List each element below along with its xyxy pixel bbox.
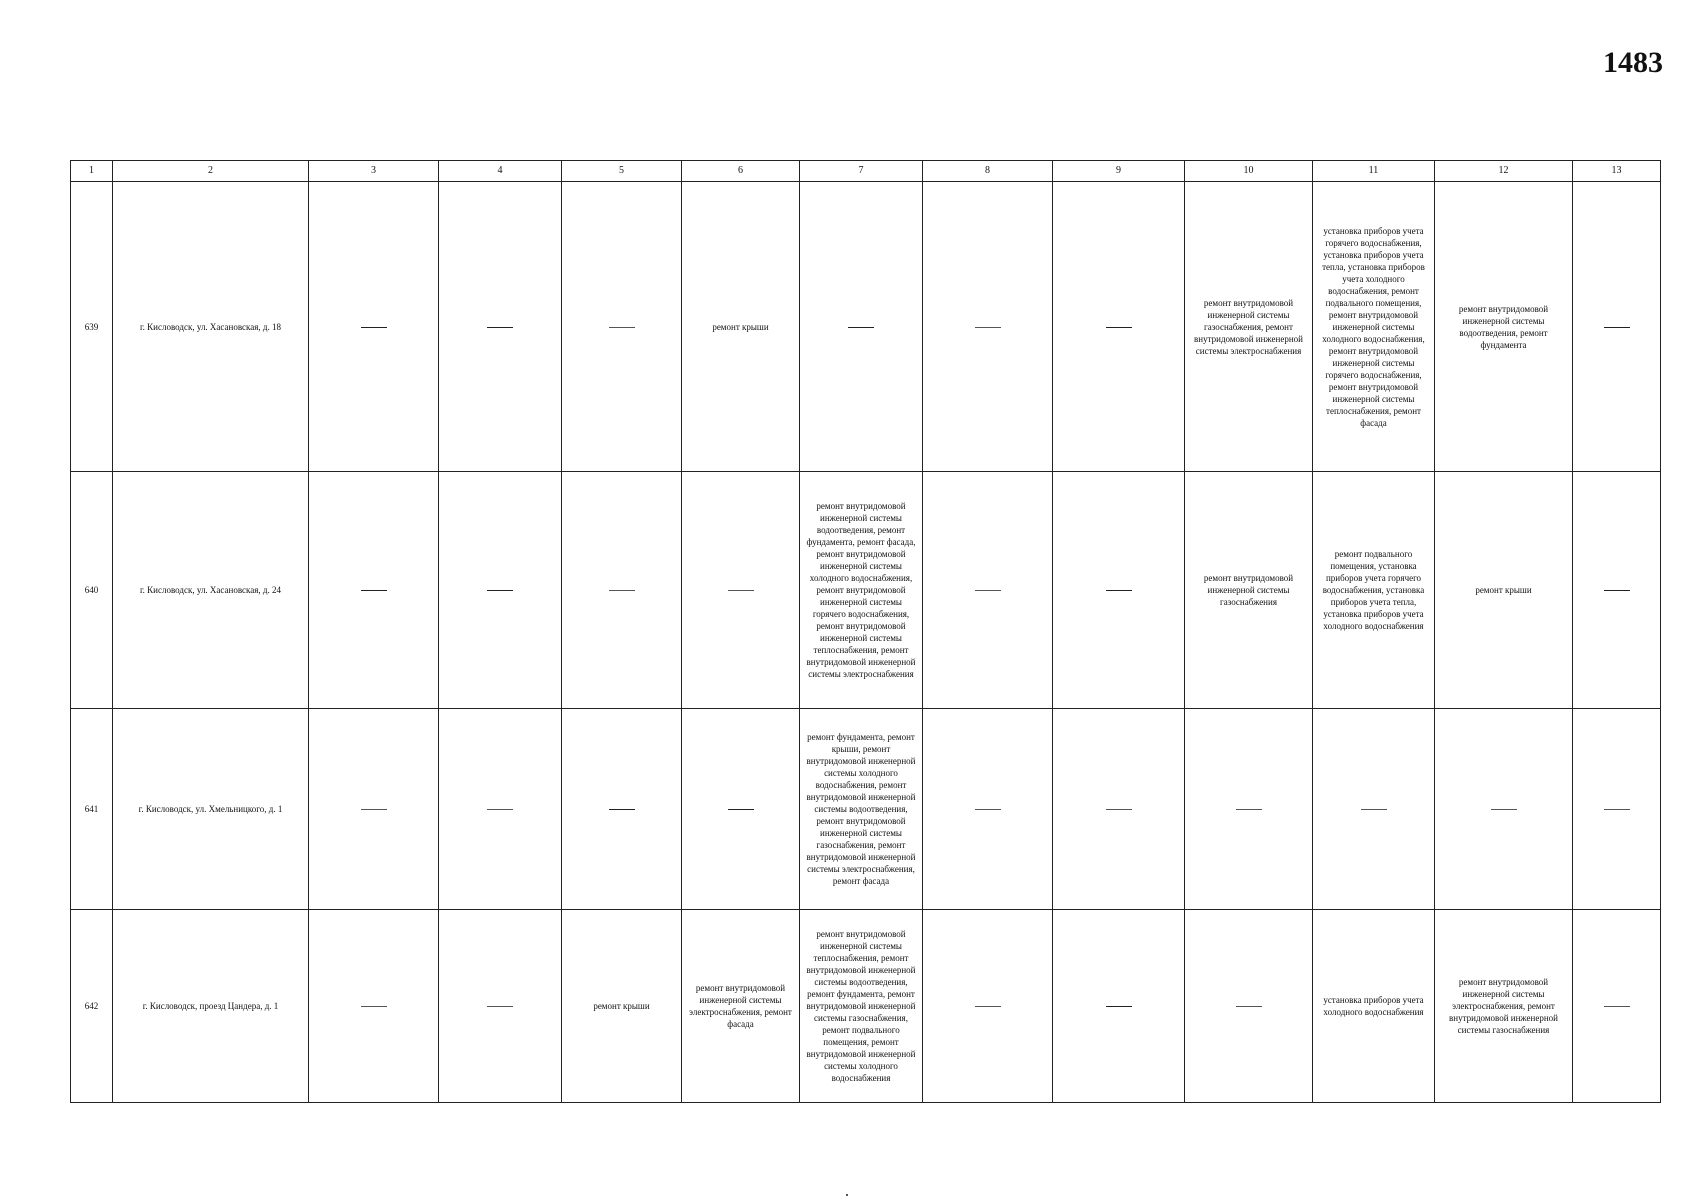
table-row	[71, 472, 1661, 709]
scan-dot	[846, 1194, 848, 1196]
dash-mark	[361, 590, 387, 591]
dash-mark	[487, 1006, 513, 1007]
dash-mark	[487, 327, 513, 328]
empty-cell	[923, 709, 1053, 910]
column-header: 13	[1573, 161, 1661, 182]
dash-mark	[848, 327, 874, 328]
empty-cell	[562, 472, 682, 709]
dash-mark	[1604, 1006, 1630, 1007]
work-cell: ремонт внутридомовой инженерной системы газоснабжения	[1185, 472, 1313, 709]
empty-cell	[923, 910, 1053, 1103]
empty-cell	[439, 182, 562, 472]
empty-cell	[1053, 709, 1185, 910]
empty-cell	[439, 910, 562, 1103]
empty-cell	[1435, 709, 1573, 910]
dash-mark	[609, 590, 635, 591]
empty-cell	[309, 709, 439, 910]
empty-cell	[923, 182, 1053, 472]
empty-cell	[1053, 182, 1185, 472]
empty-cell	[1573, 709, 1661, 910]
row-number: 642	[71, 910, 113, 1103]
dash-mark	[487, 590, 513, 591]
dash-mark	[361, 327, 387, 328]
empty-cell	[309, 910, 439, 1103]
work-cell: ремонт внутридомовой инженерной системы теплоснабжения, ремонт внутридомовой инженерной системы водоотведения, ремонт фундамента, ремонт внутридомовой инженерной системы газоснабжения, ремонт подвального помещения, ремонт внутридомовой инженерной системы холодного водоснабжения	[800, 910, 923, 1103]
empty-cell	[439, 709, 562, 910]
empty-cell	[439, 472, 562, 709]
work-cell: установка приборов учета холодного водоснабжения	[1313, 910, 1435, 1103]
address-cell: г. Кисловодск, ул. Хмельницкого, д. 1	[113, 709, 309, 910]
empty-cell	[309, 182, 439, 472]
table-row	[71, 709, 1661, 910]
empty-cell	[1573, 472, 1661, 709]
dash-mark	[609, 327, 635, 328]
work-cell: ремонт крыши	[1435, 472, 1573, 709]
dash-mark	[1106, 1006, 1132, 1007]
column-header: 2	[113, 161, 309, 182]
capital-repair-table	[70, 160, 1661, 1103]
table-row	[71, 910, 1661, 1103]
work-cell: ремонт крыши	[682, 182, 800, 472]
empty-cell	[682, 472, 800, 709]
work-cell: ремонт внутридомовой инженерной системы водоотведения, ремонт фундамента, ремонт фасада, ремонт внутридомовой инженерной системы холодного водоснабжения, ремонт внутридомовой инженерной системы горячего водоснабжения, ремонт внутридомовой инженерной системы теплоснабжения, ремонт внутридомовой инженерной системы электроснабжения	[800, 472, 923, 709]
dash-mark	[487, 809, 513, 810]
dash-mark	[1106, 590, 1132, 591]
dash-mark	[1361, 809, 1387, 810]
column-header: 9	[1053, 161, 1185, 182]
row-number: 640	[71, 472, 113, 709]
empty-cell	[1185, 709, 1313, 910]
dash-mark	[975, 327, 1001, 328]
table-row	[71, 182, 1661, 472]
empty-cell	[800, 182, 923, 472]
dash-mark	[1604, 809, 1630, 810]
address-cell: г. Кисловодск, ул. Хасановская, д. 18	[113, 182, 309, 472]
dash-mark	[975, 590, 1001, 591]
dash-mark	[1604, 590, 1630, 591]
work-cell: ремонт внутридомовой инженерной системы водоотведения, ремонт фундамента	[1435, 182, 1573, 472]
address-cell: г. Кисловодск, проезд Цандера, д. 1	[113, 910, 309, 1103]
dash-mark	[975, 1006, 1001, 1007]
work-cell: ремонт внутридомовой инженерной системы газоснабжения, ремонт внутридомовой инженерной системы электроснабжения	[1185, 182, 1313, 472]
dash-mark	[1236, 809, 1262, 810]
empty-cell	[562, 709, 682, 910]
row-number: 639	[71, 182, 113, 472]
empty-cell	[682, 709, 800, 910]
work-cell: ремонт внутридомовой инженерной системы электроснабжения, ремонт фасада	[682, 910, 800, 1103]
column-header: 3	[309, 161, 439, 182]
column-header: 12	[1435, 161, 1573, 182]
column-header: 8	[923, 161, 1053, 182]
empty-cell	[1053, 910, 1185, 1103]
column-header: 5	[562, 161, 682, 182]
dash-mark	[361, 809, 387, 810]
dash-mark	[975, 809, 1001, 810]
dash-mark	[1604, 327, 1630, 328]
column-header: 6	[682, 161, 800, 182]
row-number: 641	[71, 709, 113, 910]
empty-cell	[923, 472, 1053, 709]
work-cell: ремонт крыши	[562, 910, 682, 1103]
dash-mark	[728, 809, 754, 810]
work-cell: установка приборов учета горячего водоснабжения, установка приборов учета тепла, установка приборов учета холодного водоснабжения, ремонт подвального помещения, ремонт внутридомовой инженерной системы холодного водоснабжения, ремонт внутридомовой инженерной системы горячего водоснабжения, ремонт внутридомовой инженерной системы теплоснабжения, ремонт фасада	[1313, 182, 1435, 472]
page-number: 1483	[1603, 46, 1663, 79]
dash-mark	[1106, 809, 1132, 810]
empty-cell	[1313, 709, 1435, 910]
work-cell: ремонт фундамента, ремонт крыши, ремонт внутридомовой инженерной системы холодного водоснабжения, ремонт внутридомовой инженерной системы водоотведения, ремонт внутридомовой инженерной системы газоснабжения, ремонт внутридомовой инженерной системы электроснабжения, ремонт фасада	[800, 709, 923, 910]
empty-cell	[562, 182, 682, 472]
empty-cell	[1573, 910, 1661, 1103]
dash-mark	[609, 809, 635, 810]
dash-mark	[361, 1006, 387, 1007]
column-header: 4	[439, 161, 562, 182]
column-header: 1	[71, 161, 113, 182]
column-header: 10	[1185, 161, 1313, 182]
dash-mark	[1106, 327, 1132, 328]
column-number-row	[71, 161, 1661, 182]
empty-cell	[1185, 910, 1313, 1103]
empty-cell	[1573, 182, 1661, 472]
work-cell: ремонт подвального помещения, установка приборов учета горячего водоснабжения, установка приборов учета тепла, установка приборов учета холодного водоснабжения	[1313, 472, 1435, 709]
empty-cell	[309, 472, 439, 709]
empty-cell	[1053, 472, 1185, 709]
address-cell: г. Кисловодск, ул. Хасановская, д. 24	[113, 472, 309, 709]
column-header: 11	[1313, 161, 1435, 182]
work-cell: ремонт внутридомовой инженерной системы электроснабжения, ремонт внутридомовой инженерной системы газоснабжения	[1435, 910, 1573, 1103]
dash-mark	[1491, 809, 1517, 810]
column-header: 7	[800, 161, 923, 182]
dash-mark	[728, 590, 754, 591]
dash-mark	[1236, 1006, 1262, 1007]
